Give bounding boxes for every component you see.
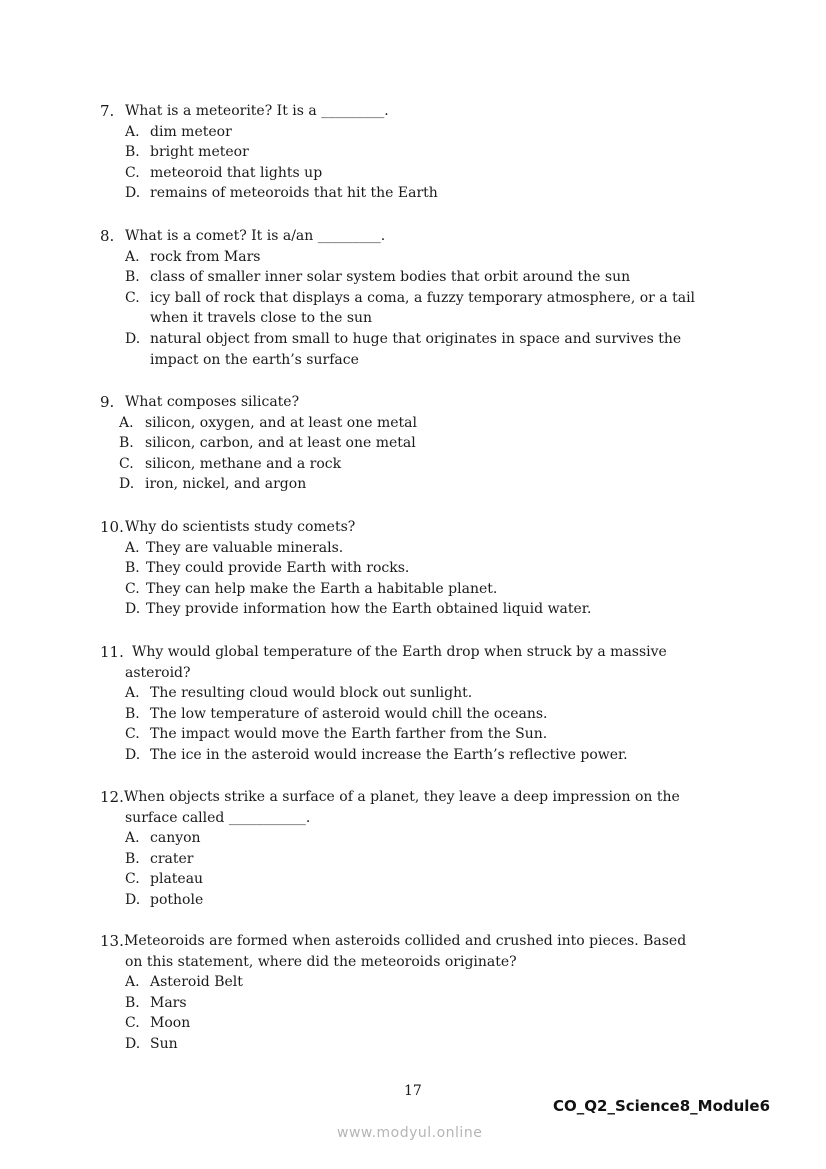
question-text: Meteoroids are formed when asteroids collided and crushed into pieces. Based <box>124 933 687 949</box>
page-number: 17 <box>404 1083 422 1099</box>
option-letter: C. <box>125 726 140 743</box>
question-text: What is a meteorite? It is a _________. <box>125 103 389 119</box>
option-text: The impact would move the Earth farther from the Sun. <box>150 726 548 743</box>
question-number: 12. <box>100 788 124 806</box>
option-text: canyon <box>150 830 201 847</box>
question-number: 7. <box>100 102 115 120</box>
question-text: When objects strike a surface of a planet, they leave a deep impression on the <box>124 789 680 805</box>
option-letter: D. <box>125 331 141 347</box>
option-text: silicon, methane and a rock <box>145 455 342 472</box>
question-text: on this statement, where did the meteoroids originate? <box>125 953 517 970</box>
option-text: bright meteor <box>150 144 249 161</box>
option-text: pothole <box>150 892 204 908</box>
question-text: What composes silicate? <box>125 394 300 410</box>
option-letter: C. <box>125 1015 140 1032</box>
option-letter: A. <box>125 685 140 702</box>
option-letter: C. <box>125 289 140 306</box>
option-text: Moon <box>150 1015 191 1032</box>
option-letter: B. <box>125 560 140 577</box>
option-text: The ice in the asteroid would increase the Earth’s reflective power. <box>150 747 628 763</box>
option-letter: B. <box>119 435 134 452</box>
option-letter: C. <box>125 580 140 597</box>
option-text: impact on the earth’s surface <box>150 351 359 368</box>
option-text: iron, nickel, and argon <box>145 476 307 493</box>
option-text: Sun <box>150 1036 178 1052</box>
option-letter: A. <box>125 248 140 265</box>
option-text: when it travels close to the sun <box>150 310 373 327</box>
option-text: Asteroid Belt <box>150 974 243 991</box>
option-letter: C. <box>125 871 140 888</box>
option-text: silicon, carbon, and at least one metal <box>145 435 416 452</box>
option-letter: B. <box>125 850 140 867</box>
option-text: remains of meteoroids that hit the Earth <box>150 185 438 202</box>
option-text: The resulting cloud would block out sunlight. <box>150 685 473 702</box>
option-text: natural object from small to huge that originates in space and survives the <box>150 331 682 347</box>
question-text: What is a comet? It is a/an _________. <box>125 228 386 244</box>
option-letter: B. <box>125 144 140 161</box>
watermark: www.modyul.online <box>337 1125 483 1141</box>
option-text: They are valuable minerals. <box>146 539 344 556</box>
option-letter: D. <box>125 747 141 763</box>
option-text: crater <box>150 850 194 867</box>
option-text: Mars <box>150 994 187 1011</box>
question-number: 10. <box>100 518 124 536</box>
option-letter: D. <box>125 892 141 908</box>
option-letter: D. <box>125 601 141 618</box>
module-code: CO_Q2_Science8_Module6 <box>553 1097 771 1115</box>
option-letter: A. <box>119 414 134 431</box>
option-letter: A. <box>125 974 140 991</box>
option-text: rock from Mars <box>150 248 261 265</box>
question-number: 11. <box>100 643 124 661</box>
option-letter: A. <box>125 539 140 556</box>
option-letter: A. <box>125 123 140 140</box>
option-text: dim meteor <box>150 123 232 140</box>
question-text: asteroid? <box>125 664 191 681</box>
option-letter: B. <box>125 269 140 286</box>
option-letter: D. <box>125 1036 141 1052</box>
option-text: silicon, oxygen, and at least one metal <box>145 414 417 431</box>
question-text: surface called ___________. <box>125 809 311 826</box>
option-letter: C. <box>125 164 140 181</box>
option-text: icy ball of rock that displays a coma, a fuzzy temporary atmosphere, or a tail <box>150 289 696 306</box>
option-letter: A. <box>125 830 140 847</box>
option-letter: B. <box>125 705 140 722</box>
option-text: They can help make the Earth a habitable planet. <box>146 580 498 597</box>
option-letter: C. <box>119 455 134 472</box>
question-number: 9. <box>100 393 115 411</box>
option-letter: D. <box>119 476 135 493</box>
option-letter: D. <box>125 185 141 202</box>
option-text: meteoroid that lights up <box>150 164 323 181</box>
question-number: 13. <box>100 932 124 950</box>
question-number: 8. <box>100 227 115 245</box>
option-text: The low temperature of asteroid would chill the oceans. <box>150 705 548 722</box>
question-text: Why would global temperature of the Earth drop when struck by a massive <box>132 644 667 660</box>
option-text: They could provide Earth with rocks. <box>146 560 410 577</box>
option-text: They provide information how the Earth obtained liquid water. <box>146 601 592 618</box>
option-letter: B. <box>125 994 140 1011</box>
option-text: plateau <box>150 871 204 888</box>
option-text: class of smaller inner solar system bodies that orbit around the sun <box>150 269 631 286</box>
question-text: Why do scientists study comets? <box>125 519 356 535</box>
